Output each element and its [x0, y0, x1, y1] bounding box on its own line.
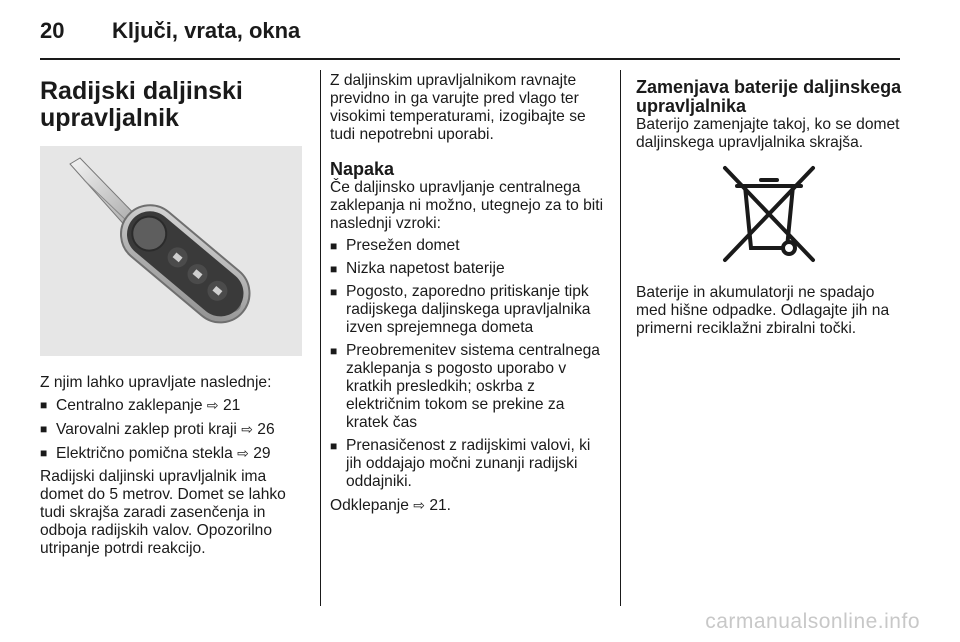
- list-item: ■ Pogosto, zaporedno pritiskanje tipk radijskega daljinskega upravljalnika izven sprejemnega dometa: [330, 283, 610, 337]
- section-title: Zamenjava baterije daljinskega upravljalnika: [636, 77, 902, 116]
- unlock-reference: Odklepanje ⇨ 21.: [330, 497, 451, 514]
- disposal-paragraph: Baterije in akumulatorji ne spadajo med hišne odpadke. Odlagajte jih na primerni reciklažni zbiralni točki.: [636, 284, 890, 337]
- column-divider: [620, 70, 621, 606]
- subsection-title: Napaka: [330, 159, 395, 179]
- list-item: ■ Preobremenitev sistema centralnega zaklepanja s pogosto uporabo v kratkih presledkih; oskrba z električnim tokom se prekine za kratek čas: [330, 342, 610, 432]
- list-item: ■ Prenasičenost z radijskimi valovi, ki jih oddajajo močni zunanji radijski oddajniki.: [330, 437, 610, 491]
- watermark: carmanualsonline.info: [705, 610, 920, 633]
- chapter-title: Ključi, vrata, okna: [112, 18, 301, 43]
- list-item: ■ Električno pomična stekla ⇨ 29: [40, 444, 306, 463]
- body-paragraph: Radijski daljinski upravljalnik ima domet do 5 metrov. Domet se lahko tudi skrajša zaradi zasenčenja in odboja radijskih valov. Opozorilno utripanje potrdi reakcijo.: [40, 468, 286, 557]
- car-key-illustration: [40, 146, 302, 356]
- crossed-bin-icon: [717, 162, 821, 266]
- reference-arrow-icon: ⇨: [206, 397, 219, 413]
- list-item: ■ Nizka napetost baterije: [330, 260, 610, 278]
- intro-text: Baterijo zamenjajte takoj, ko se domet daljinskega upravljalnika skrajša.: [636, 116, 900, 151]
- column-middle: [330, 72, 610, 515]
- reference-arrow-icon: ⇨: [237, 445, 249, 461]
- page-number: 20: [40, 18, 65, 43]
- column-divider: [320, 70, 321, 606]
- list-item: ■ Presežen domet: [330, 237, 610, 255]
- reference-arrow-icon: ⇨: [241, 421, 253, 437]
- feature-list: [40, 396, 306, 463]
- intro-text: Z njim lahko upravljate naslednje:: [40, 374, 272, 391]
- cause-list: [330, 237, 610, 491]
- reference-arrow-icon: ⇨: [413, 497, 425, 513]
- list-item: ■ Centralno zaklepanje ⇨ 21: [40, 396, 306, 415]
- column-right: [636, 72, 902, 338]
- handling-paragraph: Z daljinskim upravljalnikom ravnajte previdno in ga varujte pred vlago ter visokimi temperaturami, izogibajte se tudi nepotrebni uporabi.: [330, 72, 586, 143]
- column-left: [40, 72, 306, 558]
- section-title: Radijski daljinski upravljalnik: [40, 77, 243, 132]
- list-item: ■ Varovalni zaklep proti kraji ⇨ 26: [40, 420, 306, 439]
- header-divider: [40, 58, 900, 60]
- fault-intro: Če daljinsko upravljanje centralnega zaklepanja ni možno, utegnejo za to biti naslednji vzroki:: [330, 179, 604, 232]
- page-header: [40, 18, 300, 48]
